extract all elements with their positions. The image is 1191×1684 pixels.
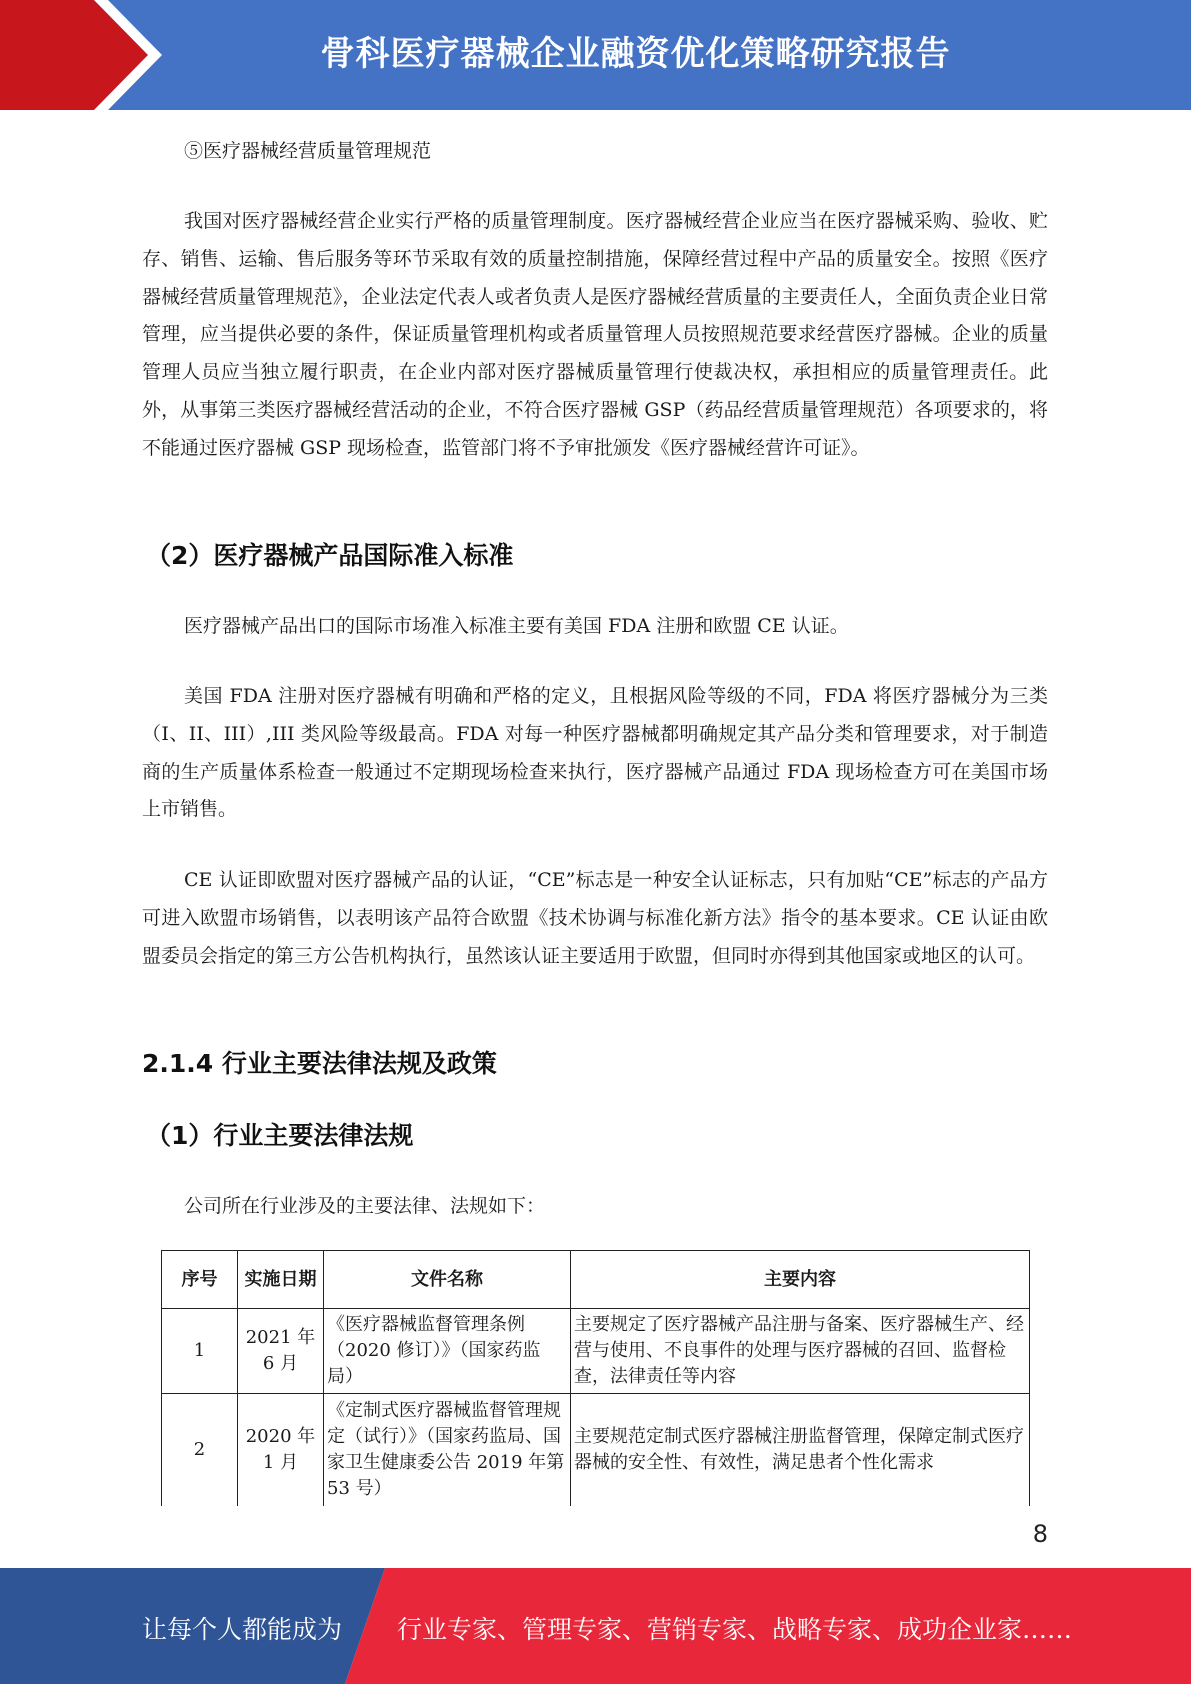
- heading-section-2-1-4: 2.1.4 行业主要法律法规及政策: [142, 1049, 497, 1078]
- paragraph-gsp: 我国对医疗器械经营企业实行严格的质量管理制度。医疗器械经营企业应当在医疗器械采购、验收、贮存、销售、运输、售后服务等环节采取有效的质量控制措施，保障经营过程中产品的质量安全。按照《医疗器械经营质量管理规范》，企业法定代表人或者负责人是医疗器械经营质量的主要责任人，全面负责企业日常管理，应当提供必要的条件，保证质量管理机构或者质量管理人员按照规范要求经营医疗器械。企业的质量管理人员应当独立履行职责，在企业内部对医疗器械质量管理行使裁决权，承担相应的质量管理责任。此外，从事第三类医疗器械经营活动的企业，不符合医疗器械 GSP（药品经营质量管理规范）各项要求的，将不能通过医疗器械 GSP 现场检查，监管部门将不予审批颁发《医疗器械经营许可证》。: [142, 210, 1048, 459]
- col-header-content: 主要内容: [571, 1251, 1030, 1309]
- paragraph-fda: 美国 FDA 注册对医疗器械有明确和严格的定义，且根据风险等级的不同，FDA 将医疗器械分为三类（I、II、III）,III 类风险等级最高。FDA 对每一种医疗器械都明确规定其产品分类和管理要求，对于制造商的生产质量体系检查一般通过不定期现场检查来执行，医疗器械产品通过 FDA 现场检查方可在美国市场上市销售。: [142, 685, 1048, 821]
- heading-laws: （1）行业主要法律法规: [146, 1121, 414, 1150]
- paragraph-ce: CE 认证即欧盟对医疗器械产品的认证，“CE”标志是一种安全认证标志，只有加贴“CE”标志的产品方可进入欧盟市场销售，以表明该产品符合欧盟《技术协调与标准化新方法》指令的基本要求。CE 认证由欧盟委员会指定的第三方公告机构执行，虽然该认证主要适用于欧盟，但同时亦得到其他国家或地区的认可。: [142, 869, 1048, 967]
- col-header-date: 实施日期: [238, 1251, 324, 1309]
- col-header-name: 文件名称: [324, 1251, 571, 1309]
- cell-name: 《医疗器械监督管理条例（2020 修订）》（国家药监局）: [324, 1309, 571, 1394]
- cell-content: 主要规定了医疗器械产品注册与备案、医疗器械生产、经营与使用、不良事件的处理与医疗器械的召回、监督检查，法律责任等内容: [571, 1309, 1030, 1394]
- cell-date: 2021 年 6 月: [238, 1309, 324, 1394]
- paragraph-table-intro: 公司所在行业涉及的主要法律、法规如下：: [184, 1195, 546, 1217]
- cell-content: 主要规范定制式医疗器械注册监督管理，保障定制式医疗器械的安全性、有效性，满足患者个性化需求: [571, 1394, 1030, 1507]
- table-row: [162, 1309, 1030, 1394]
- subsection-label: ⑤医疗器械经营质量管理规范: [184, 140, 432, 162]
- laws-table: [161, 1250, 1030, 1506]
- cell-no: 1: [162, 1309, 238, 1394]
- cell-date: 2020 年 1 月: [238, 1394, 324, 1507]
- cell-name: 《定制式医疗器械监督管理规定（试行）》（国家药监局、国家卫生健康委公告 2019 年第 53 号）: [324, 1394, 571, 1507]
- cell-no: 2: [162, 1394, 238, 1507]
- col-header-no: 序号: [162, 1251, 238, 1309]
- page-footer: [0, 1568, 1191, 1684]
- table-row: [162, 1394, 1030, 1507]
- page-number: 8: [1032, 1520, 1048, 1548]
- report-title: 骨科医疗器械企业融资优化策略研究报告: [320, 34, 951, 74]
- paragraph-intro-export: 医疗器械产品出口的国际市场准入标准主要有美国 FDA 注册和欧盟 CE 认证。: [184, 615, 849, 637]
- page-header: [0, 0, 1191, 110]
- footer-slogan-right: 行业专家、管理专家、营销专家、战略专家、成功企业家……: [397, 1615, 1073, 1644]
- heading-international-standards: （2）医疗器械产品国际准入标准: [146, 541, 514, 570]
- table-header-row: [162, 1251, 1030, 1309]
- footer-slogan-left: 让每个人都能成为: [142, 1615, 343, 1644]
